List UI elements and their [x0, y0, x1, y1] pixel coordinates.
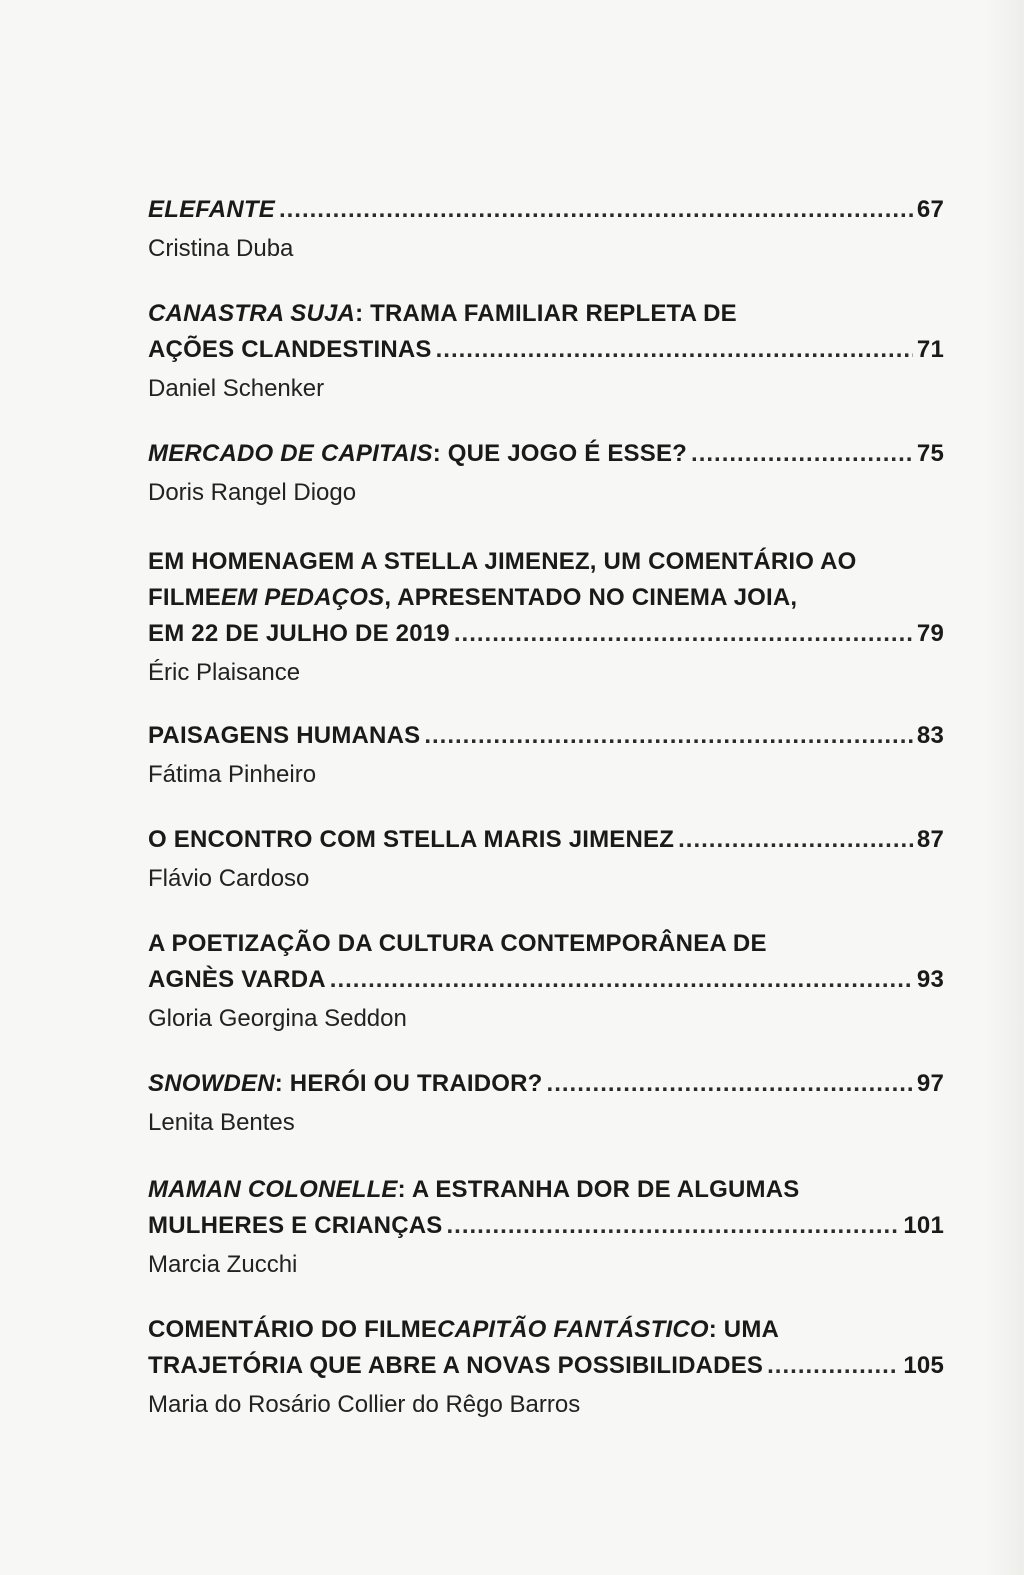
entry-title-text: COMENTÁRIO DO FILME: [148, 1316, 438, 1343]
toc-entry-title-line: [148, 1212, 944, 1248]
work-title-italic: CANASTRA SUJA: [148, 300, 356, 327]
toc-entry: [148, 300, 944, 406]
dot-leader: [767, 1352, 899, 1380]
toc-entry-title-line: [148, 722, 944, 758]
dot-leader: [424, 722, 913, 750]
toc-entry-title-line: [148, 336, 944, 372]
dot-leader: [279, 196, 913, 224]
dot-leader: [446, 1212, 899, 1240]
entry-title-text: MULHERES E CRIANÇAS: [148, 1212, 443, 1239]
entry-title-text: : HERÓI OU TRAIDOR?: [274, 1070, 543, 1097]
dot-leader: [678, 826, 913, 854]
entry-title-text: A POETIZAÇÃO DA CULTURA CONTEMPORÂNEA DE: [148, 930, 767, 957]
toc-entry-title-line: [148, 1352, 944, 1388]
author-name: Cristina Duba: [148, 235, 294, 262]
page-number: 97: [916, 1070, 944, 1097]
toc-entry: [148, 1316, 944, 1422]
toc-entry-title-line: [148, 930, 944, 966]
dot-leader: [547, 1070, 913, 1098]
toc-entry-title-line: [148, 826, 944, 862]
author-name: Doris Rangel Diogo: [148, 479, 357, 506]
work-title-italic: ELEFANTE: [148, 196, 275, 223]
page-number: 75: [916, 440, 944, 467]
dot-leader: [436, 336, 913, 364]
entry-title-text: , APRESENTADO NO CINEMA JOIA,: [384, 584, 798, 611]
author-name: Daniel Schenker: [148, 375, 325, 402]
entry-title-text: EM HOMENAGEM A STELLA JIMENEZ, UM COMENTÁRIO AO: [148, 548, 857, 575]
author-name: Marcia Zucchi: [148, 1251, 298, 1278]
entry-title-text: AÇÕES CLANDESTINAS: [148, 336, 432, 363]
entry-title-text: EM 22 DE JULHO DE 2019: [148, 620, 450, 647]
entry-title-text: AGNÈS VARDA: [148, 966, 326, 993]
page-number: 101: [903, 1212, 944, 1239]
page-number: 79: [916, 620, 944, 647]
work-title-italic: SNOWDEN: [148, 1070, 275, 1097]
toc-entry-title-line: [148, 620, 944, 656]
page-number: 93: [916, 966, 944, 993]
toc-entry: [148, 1070, 944, 1140]
toc-entry-title-line: [148, 548, 944, 584]
toc-entry-title-line: [148, 584, 944, 620]
work-title-italic: EM PEDAÇOS: [221, 584, 385, 611]
entry-title-text: PAISAGENS HUMANAS: [148, 722, 421, 749]
entry-title-text: TRAJETÓRIA QUE ABRE A NOVAS POSSIBILIDADES: [148, 1352, 764, 1379]
toc-entry-title-line: [148, 1316, 944, 1352]
toc-entry-title-line: [148, 300, 944, 336]
entry-title-text: : QUE JOGO É ESSE?: [432, 440, 688, 467]
toc-entry: [148, 826, 944, 896]
entry-title-text: : A ESTRANHA DOR DE ALGUMAS: [397, 1176, 800, 1203]
toc-entry: [148, 196, 944, 266]
dot-leader: [691, 440, 913, 468]
page-number: 83: [916, 722, 944, 749]
toc-entry-title-line: [148, 966, 944, 1002]
page-number: 71: [916, 336, 944, 363]
entry-title-text: FILME: [148, 584, 221, 611]
toc-entry: [148, 1176, 944, 1282]
dot-leader: [330, 966, 913, 994]
toc-entry-title-line: [148, 1070, 944, 1106]
author-name: Flávio Cardoso: [148, 865, 310, 892]
entry-title-text: : UMA: [708, 1316, 780, 1343]
author-name: Éric Plaisance: [148, 659, 301, 686]
author-name: Gloria Georgina Seddon: [148, 1005, 407, 1032]
page-number: 105: [903, 1352, 944, 1379]
author-name: Fátima Pinheiro: [148, 761, 317, 788]
toc-entry: [148, 548, 944, 690]
toc-entry: [148, 722, 944, 792]
toc-entry: [148, 440, 944, 510]
toc-entry-title-line: [148, 1176, 944, 1212]
toc-entry-title-line: [148, 196, 944, 232]
dot-leader: [454, 620, 913, 648]
toc-entry-title-line: [148, 440, 944, 476]
page-number: 67: [916, 196, 944, 223]
page-number: 87: [916, 826, 944, 853]
work-title-italic: CAPITÃO FANTÁSTICO: [437, 1316, 709, 1343]
page-edge-shadow: [984, 0, 1024, 1575]
entry-title-text: O ENCONTRO COM STELLA MARIS JIMENEZ: [148, 826, 675, 853]
entry-title-text: : TRAMA FAMILIAR REPLETA DE: [355, 300, 737, 327]
author-name: Lenita Bentes: [148, 1109, 295, 1136]
author-name: Maria do Rosário Collier do Rêgo Barros: [148, 1391, 581, 1418]
work-title-italic: MAMAN COLONELLE: [148, 1176, 398, 1203]
toc-entry: [148, 930, 944, 1036]
work-title-italic: MERCADO DE CAPITAIS: [148, 440, 433, 467]
